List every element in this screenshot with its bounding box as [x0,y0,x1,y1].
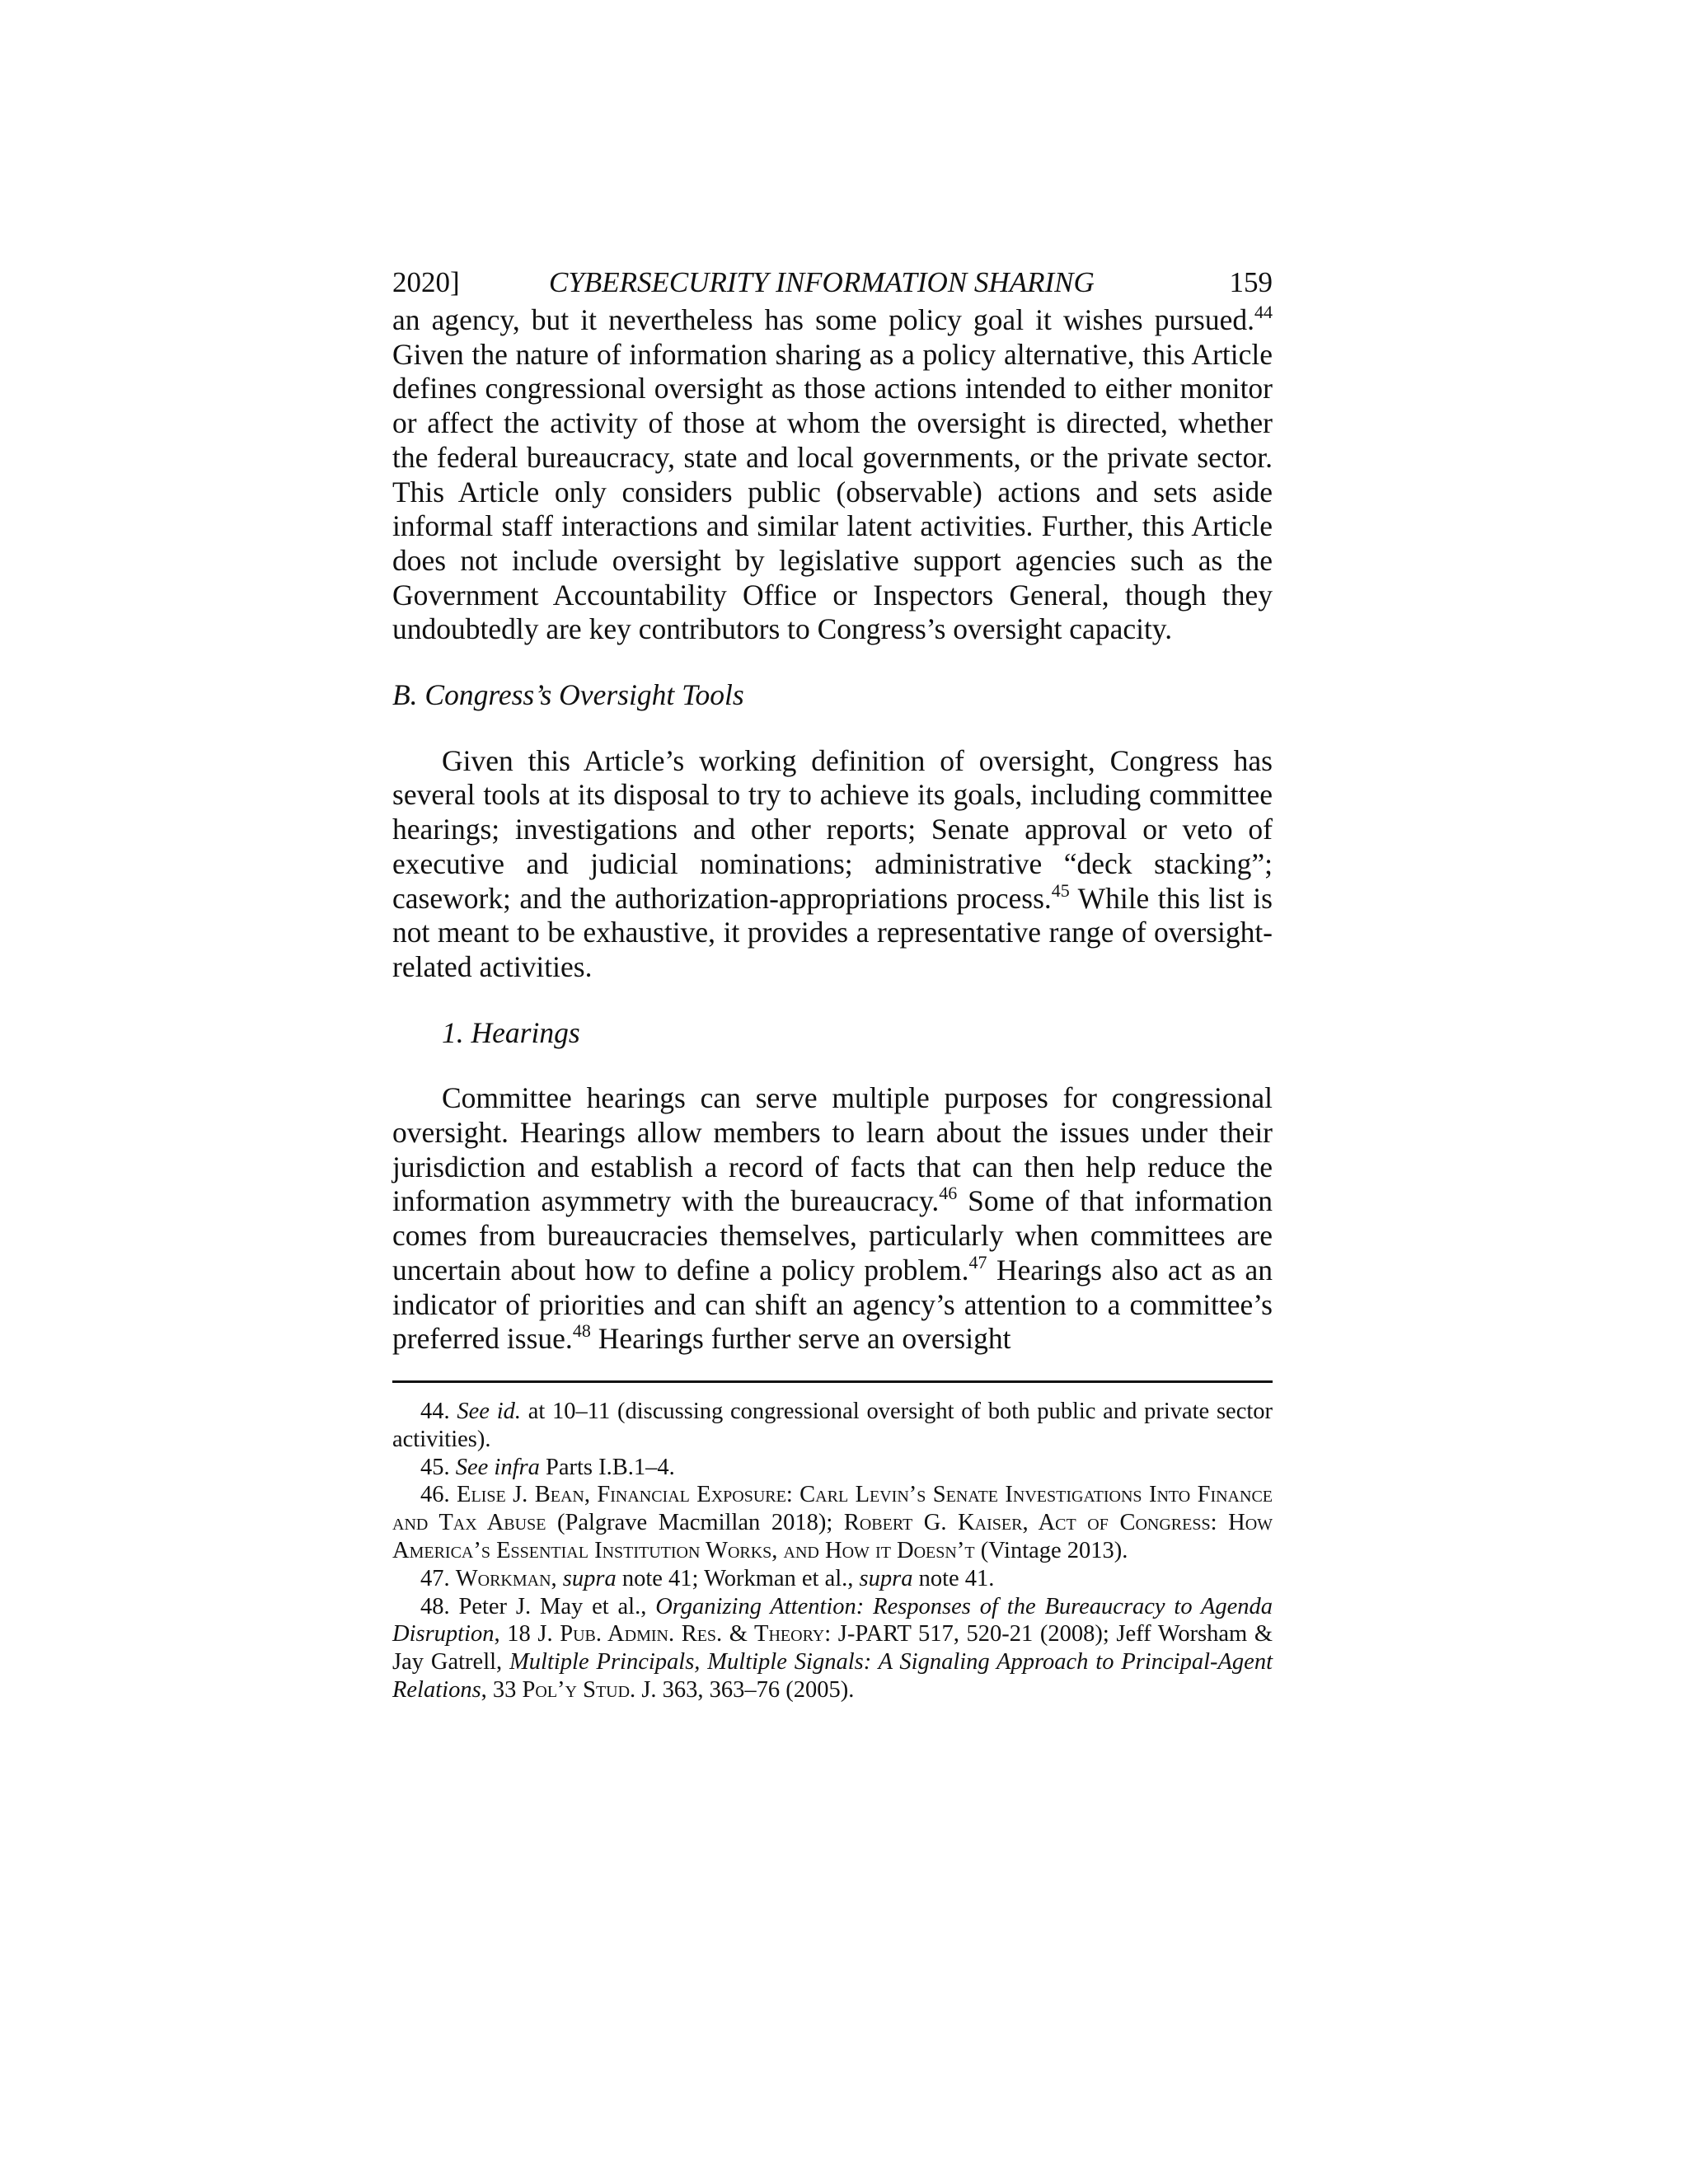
body-paragraph-1: an agency, but it nevertheless has some policy goal it wishes pursued.$^{44}$ Given the nature of information sharing as a policy alternative, this Article defines congressional oversight as those actions intended to either monitor or affect the activity of those at whom the oversight is directed, whether the federal bureaucracy, state and local governments, or the private sector. This Article only considers public (observable) actions and sets aside informal staff interactions and similar latent activities. Further, this Article does not include oversight by legislative support agencies such as the Government Accountability Office or Inspectors General, though they undoubtedly are key contributors to Congress’s oversight capacity. [392,302,1273,646]
page [392,262,1273,1704]
running-head [392,262,1273,303]
footnotes [392,1398,1273,1704]
footnote-45: 45. See infra Parts I.B.1–4. [420,1454,675,1480]
subsection-heading-hearings: 1. Hearings [442,1015,580,1049]
footnote-ref-48: 48 [572,1320,591,1342]
footnote-44: 44. See id. at 10–11 (discussing congressional oversight of both public and private sector activities). [392,1398,1273,1452]
running-head-year: 2020] [392,266,460,298]
footnote-46: 46. Elise J. Bean, Financial Exposure: Carl Levin’s Senate Investigations Into Finance and Tax Abuse (Palgrave Macmillan 2018); Robert G. Kaiser, Act of Congress: How America’s Essential Institution Works, and How it Doesn’t (Vintage 2013). [392,1482,1273,1563]
footnote-divider [392,1380,1273,1383]
footnote-ref-46: 46 [939,1183,958,1204]
page-number: 159 [1229,266,1273,298]
section-heading-b: B. Congress’s Oversight Tools [392,678,744,712]
running-head-title: CYBERSECURITY INFORMATION SHARING [549,266,1095,298]
footnote-47: 47. Workman, supra note 41; Workman et al., supra note 41. [420,1565,995,1591]
footnote-ref-45: 45 [1051,879,1070,901]
body-paragraph-2: Given this Article’s working definition of oversight, Congress has several tools at its disposal to try to achieve its goals, including committee hearings; investigations and other reports; Senate approval or veto of executive and judicial nominations; administrative “deck stacking”; casework; and the authorization-appropriations process.$^{45}$ While this list is not meant to be exhaustive, it provides a representative range of oversight-related activities. [392,743,1273,983]
footnote-ref-44: 44 [1254,302,1273,322]
body-paragraph-3: Committee hearings can serve multiple purposes for congressional oversight. Hearings allow members to learn about the issues under their jurisdiction and establish a record of facts that can then help reduce the information asymmetry with the bureaucracy.$^{46}$ Some of that information comes from bureaucracies themselves, particularly when committees are uncertain about how to define a policy problem.$^{47}$ Hearings also act as an indicator of priorities and can shift an agency’s attention to a committee’s preferred issue.$^{48}$ Hearings further serve an oversight [392,1081,1273,1356]
footnote-48: 48. Peter J. May et al., Organizing Attention: Responses of the Bureaucracy to Agenda Disruption, 18 J. Pub. Admin. Res. & Theory: J-PART 517, 520-21 (2008); Jeff Worsham & Jay Gatrell, Multiple Principals, Multiple Signals: A Signaling Approach to Principal-Agent Relations, 33 Pol’y Stud. J. 363, 363–76 (2005). [392,1593,1273,1703]
footnote-ref-47: 47 [968,1251,987,1272]
